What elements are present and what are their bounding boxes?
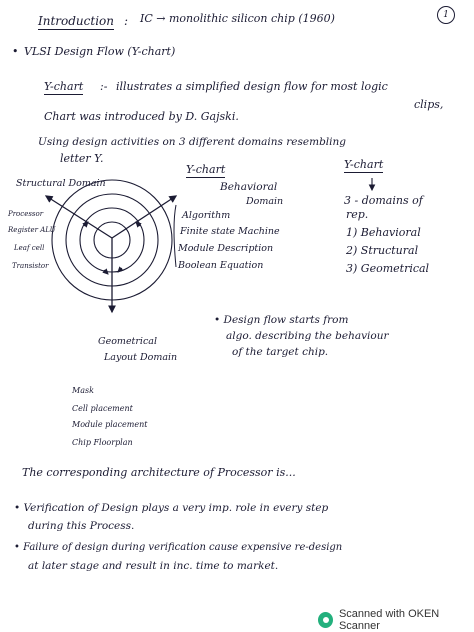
geometrical-item-module-placement: Module placement xyxy=(72,420,148,429)
topic-heading: Introduction xyxy=(38,14,114,28)
ychart-definition-end: clips, xyxy=(414,98,444,111)
structural-axis xyxy=(46,196,112,238)
side-note-item-geometrical: 3) Geometrical xyxy=(346,262,430,275)
scanner-text: Scanned with OKEN Scanner xyxy=(338,608,440,632)
side-note-item-structural: 2) Structural xyxy=(346,244,419,257)
side-note-line1: 3 - domains of xyxy=(344,194,423,207)
note-verification-2: during this Process. xyxy=(28,520,135,532)
geometrical-item-cell-placement: Cell placement xyxy=(72,404,133,413)
geometrical-item-chip-floorplan: Chip Floorplan xyxy=(72,438,133,447)
structural-item-processor: Processor xyxy=(8,210,44,218)
side-note-title: Y-chart xyxy=(344,158,384,171)
oken-scanner-logo-icon xyxy=(318,612,333,628)
behavioral-label: Behavioral xyxy=(220,181,278,193)
behavioral-item-fsm: Finite state Machine xyxy=(180,226,280,237)
note-failure-1: • Failure of design during verification cause expensive re-design xyxy=(14,542,343,553)
layout-domain-label: Layout Domain xyxy=(104,352,178,363)
page-number: 1 xyxy=(437,6,455,24)
ychart-bullet-3a: Using design activities on 3 different domains resembling xyxy=(38,136,346,148)
structural-item-register-alu: Register ALU xyxy=(8,226,56,234)
topic-separator: : xyxy=(124,14,129,28)
behavioral-axis xyxy=(112,196,176,238)
ychart-term: Y-chart xyxy=(44,80,84,93)
structural-item-transistor: Transistor xyxy=(12,262,49,270)
side-note-line2: rep. xyxy=(346,208,369,221)
geometrical-label: Geometrical xyxy=(98,336,157,347)
ychart-diagram-title: Y-chart xyxy=(186,163,226,176)
flow-note-line2: algo. describing the behaviour xyxy=(226,330,389,342)
ychart-bullet-3b: letter Y. xyxy=(60,152,104,165)
behavioral-item-module-description: Module Description xyxy=(178,243,274,254)
geometrical-item-mask: Mask xyxy=(72,386,94,395)
ychart-bullet-2: Chart was introduced by D. Gajski. xyxy=(44,110,239,123)
structural-item-leaf-cell: Leaf cell xyxy=(14,244,45,252)
ychart-term-sep: :- xyxy=(100,80,108,93)
architecture-line: The corresponding architecture of Processor is... xyxy=(22,466,296,479)
note-failure-2: at later stage and result in inc. time to market. xyxy=(28,560,279,572)
structural-domain-label: Structural Domain xyxy=(16,178,106,189)
section-bullet: • xyxy=(12,45,19,58)
side-note-item-behavioral: 1) Behavioral xyxy=(346,226,421,239)
behavioral-domain-label: Domain xyxy=(246,196,284,207)
ychart-definition: illustrates a simplified design flow for most logic xyxy=(116,80,388,93)
flow-note-line3: of the target chip. xyxy=(232,346,329,358)
behavioral-item-algorithm: Algorithm xyxy=(182,210,231,221)
note-verification-1: • Verification of Design plays a very imp. role in every step xyxy=(14,502,329,514)
ic-line: IC → monolithic silicon chip (1960) xyxy=(140,12,335,25)
behavioral-item-boolean-equation: Boolean Equation xyxy=(178,260,264,271)
section-title: VLSI Design Flow (Y-chart) xyxy=(24,45,176,58)
scanner-footer xyxy=(318,608,474,632)
flow-note-line1: • Design flow starts from xyxy=(214,314,349,326)
